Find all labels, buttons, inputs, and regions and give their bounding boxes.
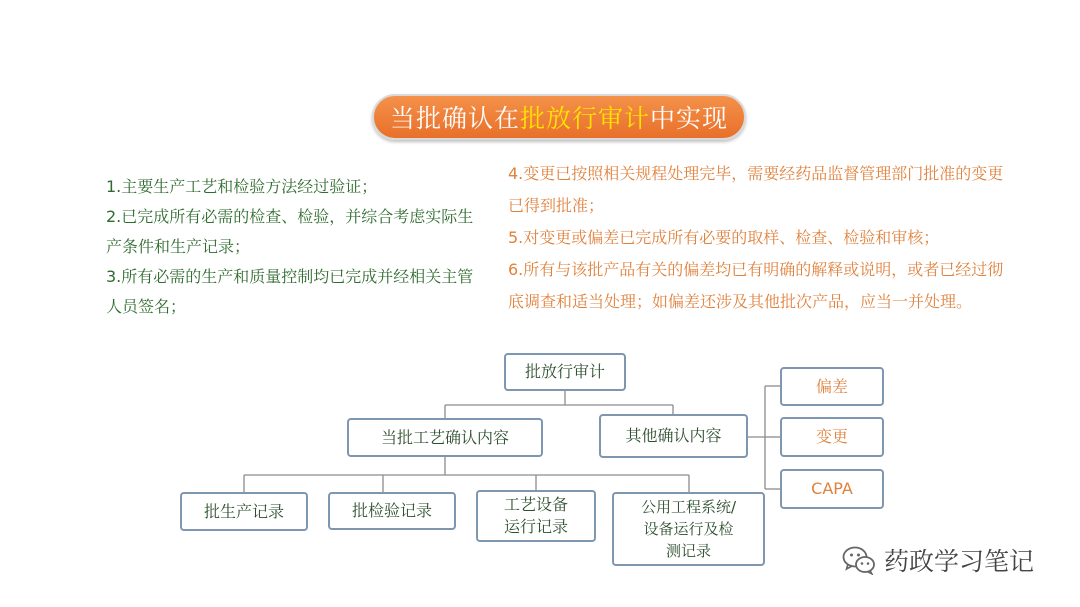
tree-root-node: 批放行审计 [504,353,626,391]
tree-leaf-utility-system-record: 公用工程系统/ 设备运行及检 测记录 [612,492,765,566]
tree-leaf-batch-test-record: 批检验记录 [328,492,456,530]
title-text-part2: 中实现 [650,104,729,133]
requirement-item-1: 1.主要生产工艺和检验方法经过验证； [106,177,378,196]
title-highlight: 批放行审计 [519,104,650,133]
tree-leaf-batch-production-record: 批生产记录 [180,492,308,531]
tree-branch-process-confirmation: 当批工艺确认内容 [347,418,543,457]
title-text-part1: 当批确认在 [389,104,520,133]
requirement-item-3: 3.所有必需的生产和质量控制均已完成并经相关主管人员签名； [106,267,474,316]
requirement-item-2: 2.已完成所有必需的检查、检验，并综合考虑实际生产条件和生产记录； [106,207,474,256]
requirement-item-6: 6.所有与该批产品有关的偏差均已有明确的解释或说明，或者已经过彻底调查和适当处理；如偏差还涉及其他批次产品，应当一并处理。 [508,260,1004,311]
tree-leaf-equipment-operation-record: 工艺设备 运行记录 [476,490,596,542]
requirement-item-5: 5.对变更或偏差已完成所有必要的取样、检查、检验和审核； [508,228,940,247]
tree-branch-other-confirmation: 其他确认内容 [599,414,748,458]
requirement-item-4: 4.变更已按照相关规程处理完毕，需要经药品监督管理部门批准的变更已得到批准； [508,164,1004,215]
wechat-icon [842,545,876,575]
tree-leaf-capa: CAPA [780,469,884,509]
tree-leaf-deviation: 偏差 [780,367,884,406]
watermark [842,542,1034,578]
watermark-text: 药政学习笔记 [884,547,1035,576]
tree-leaf-change: 变更 [780,417,884,457]
